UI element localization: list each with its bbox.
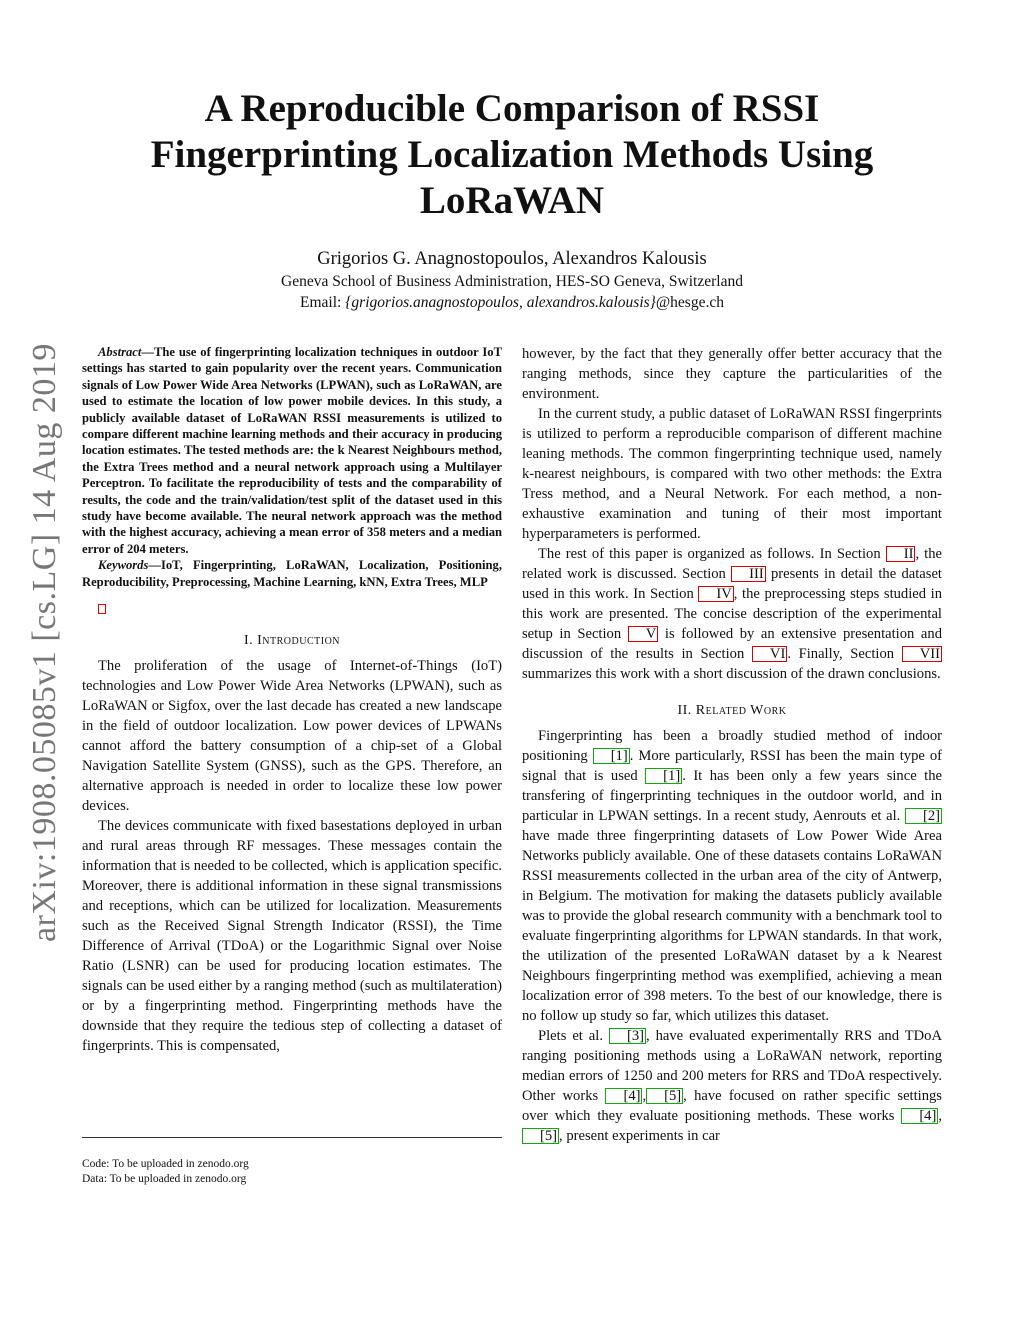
email-addresses: {grigorios.anagnostopoulos, alexandros.kalousis} xyxy=(345,294,656,311)
citation-link[interactable]: [1] xyxy=(593,748,630,764)
footnote-link-marker[interactable] xyxy=(98,604,106,614)
section-link[interactable]: VII xyxy=(902,646,942,662)
text-span: , have focused on rather specific settings over which they evaluate positioning methods. These works xyxy=(522,1088,942,1124)
text-span: , xyxy=(642,1088,647,1104)
email-line xyxy=(0,293,1024,313)
citation-link[interactable]: [5] xyxy=(646,1088,683,1104)
citation-link[interactable]: [3] xyxy=(609,1028,646,1044)
footnotes xyxy=(82,1157,502,1187)
citation-link[interactable]: [2] xyxy=(905,808,942,824)
keywords-text: —IoT, Fingerprinting, LoRaWAN, Localization, Positioning, Reproducibility, Preprocessing, Machine Learning, kNN, Extra Trees, MLP xyxy=(82,558,502,589)
text-span: summarizes this work with a short discussion of the drawn conclusions. xyxy=(522,666,941,682)
intro-paragraph-2: The devices communicate with fixed basestations deployed in urban and rural areas through RF messages. These messages contain the information that is needed to be collected, which is application specific. Moreover, there is additional information in these signal transmissions and receptions, which can be utilized for localization. Measurements such as the Received Signal Strength Indicator (RSSI), the Time Difference of Arrival (TDoA) or the Logarithmic Signal over Noise Ratio (LSNR) can be used for producing location estimates. The signals can be used either by a ranging method (such as multilateration) or by a fingerprinting method. Fingerprinting methods have the downside that they require the tedious step of collecting a dataset of fingerprints. This is compensated, xyxy=(82,818,502,1055)
section-link[interactable]: II xyxy=(886,546,916,562)
intro-paragraph-1: The proliferation of the usage of Internet-of-Things (IoT) technologies and Low Power Wide Area Networks (LPWAN), such as LoRaWAN or Sigfox, over the last decade has created a new landscape in the field of outdoor localization. Low power devices of LPWANs cannot afford the battery consumption of a chip-set of a Global Navigation Satellite System (GNSS), such as the GPS. Therefore, an alternative approach is needed in order to localize these low power devices. xyxy=(82,658,502,815)
citation-link[interactable]: [4] xyxy=(901,1108,938,1124)
text-span: , xyxy=(938,1108,942,1124)
related-paragraph-1 xyxy=(522,726,942,1026)
intro-paragraph-3: In the current study, a public dataset of LoRaWAN RSSI fingerprints is utilized to perform a reproducible comparison of different machine leaning methods. The common fingerprinting technique used, namely k-nearest neighbours, is compared with two other methods: the Extra Tress method, and a Neural Network. For each method, a non-exhaustive examination and tuning of their most important hyperparameters is performed. xyxy=(522,406,942,542)
citation-link[interactable]: [1] xyxy=(645,768,682,784)
footnote-divider xyxy=(82,1137,502,1138)
citation-link[interactable]: [5] xyxy=(522,1128,559,1144)
abstract-text: —The use of fingerprinting localization techniques in outdoor IoT settings has started to gain popularity over the recent years. Communication signals of Low Power Wide Area Networks (LPWAN), such as LoRaWAN, are used to estimate the location of low power mobile devices. In this study, a publicly available dataset of LoRaWAN RSSI measurements is utilized to compare different machine learning methods and their accuracy in producing location estimates. The tested methods are: the k Nearest Neighbours method, the Extra Trees method and a neural network approach using a Multilayer Perceptron. To facilitate the reproducibility of tests and the comparability of results, the code and the train/validation/test split of the dataset used in this study have become available. The neural network approach was the method with the highest accuracy, achieving a mean error of 358 meters and a median error of 204 meters. xyxy=(82,345,502,556)
related-paragraph-2 xyxy=(522,1026,942,1146)
affiliation: Geneva School of Business Administration, HES-SO Geneva, Switzerland xyxy=(281,273,743,290)
email-prefix: Email: xyxy=(300,294,346,311)
text-span: , the related work is discussed. Section xyxy=(522,546,942,582)
section-link[interactable]: III xyxy=(731,566,766,582)
arxiv-stamp: arXiv:1908.05085v1 [cs.LG] 14 Aug 2019 xyxy=(26,343,63,942)
author-list: Grigorios G. Anagnostopoulos, Alexandros Kalousis xyxy=(317,249,707,269)
abstract-label: Abstract xyxy=(98,345,142,359)
left-column xyxy=(82,344,502,1056)
right-column xyxy=(522,344,942,1146)
text-span: is followed by an extensive presentation and discussion of the results in Section xyxy=(522,626,942,662)
keywords-label: Keywords xyxy=(98,558,149,573)
text-span: have made three fingerprinting datasets of Low Power Wide Area Networks publicly available. One of these datasets contains LoRaWAN RSSI measurements collected in the urban area of the city of Antwerp, in Belgium. The motivation for making the datasets publicly available was to provide the global research community with a benchmark tool to evaluate fingerprinting algorithms for LPWAN standards. In that work, the utilization of the presented LoRaWAN dataset by a k Nearest Neighbours fingerprinting method was exemplified, achieving a mean localization error of 398 meters. To the best of our knowledge, there is no follow up study so far, which utilizes this dataset. xyxy=(522,828,942,1024)
text-span: Fingerprinting has been a broadly studied method of indoor positioning xyxy=(522,728,942,764)
section-link[interactable]: V xyxy=(628,626,659,642)
text-span: The rest of this paper is organized as follows. In Section xyxy=(538,546,886,562)
text-span: Plets et al. xyxy=(538,1028,609,1044)
text-span: . Finally, Section xyxy=(787,646,902,662)
intro-paragraph-4 xyxy=(522,544,942,684)
paper-title: A Reproducible Comparison of RSSI Fingerprinting Localization Methods Using LoRaWAN xyxy=(150,87,874,222)
intro-paragraph-2-continued: however, by the fact that they generally offer better accuracy that the ranging methods, since they capture the particularities of the environment. xyxy=(522,346,942,402)
abstract xyxy=(82,344,502,557)
text-span: , present experiments in car xyxy=(559,1128,720,1144)
text-span: . More particularly, RSSI has been the main type of signal that is used xyxy=(522,748,943,784)
text-span: . It has been only a few years since the transfering of fingerprinting techniques in the outdoor world, and in particular in LPWAN settings. In a recent study, Aenrouts et al. xyxy=(522,768,942,824)
text-span: , have evaluated experimentally RRS and TDoA ranging positioning methods using a LoRaWAN network, reporting median errors of 1250 and 200 meters for RRS and TDoA respectively. Other works xyxy=(522,1028,942,1104)
section-link[interactable]: VI xyxy=(752,646,787,662)
keywords xyxy=(82,557,502,590)
text-span: presents in detail the dataset used in this work. In Section xyxy=(522,566,942,602)
section-heading-related-work: II. Related Work xyxy=(677,703,787,718)
section-heading-introduction: I. Introduction xyxy=(243,633,341,649)
footnote-code: Code: To be uploaded in zenodo.org xyxy=(82,1158,249,1170)
footnote-data: Data: To be uploaded in zenodo.org xyxy=(82,1173,247,1185)
citation-link[interactable]: [4] xyxy=(605,1088,642,1104)
text-span: , the preprocessing steps studied in this work are presented. The concise description of the experimental setup in Section xyxy=(522,586,943,642)
section-link[interactable]: IV xyxy=(698,586,733,602)
email-domain: @hesge.ch xyxy=(655,294,724,311)
